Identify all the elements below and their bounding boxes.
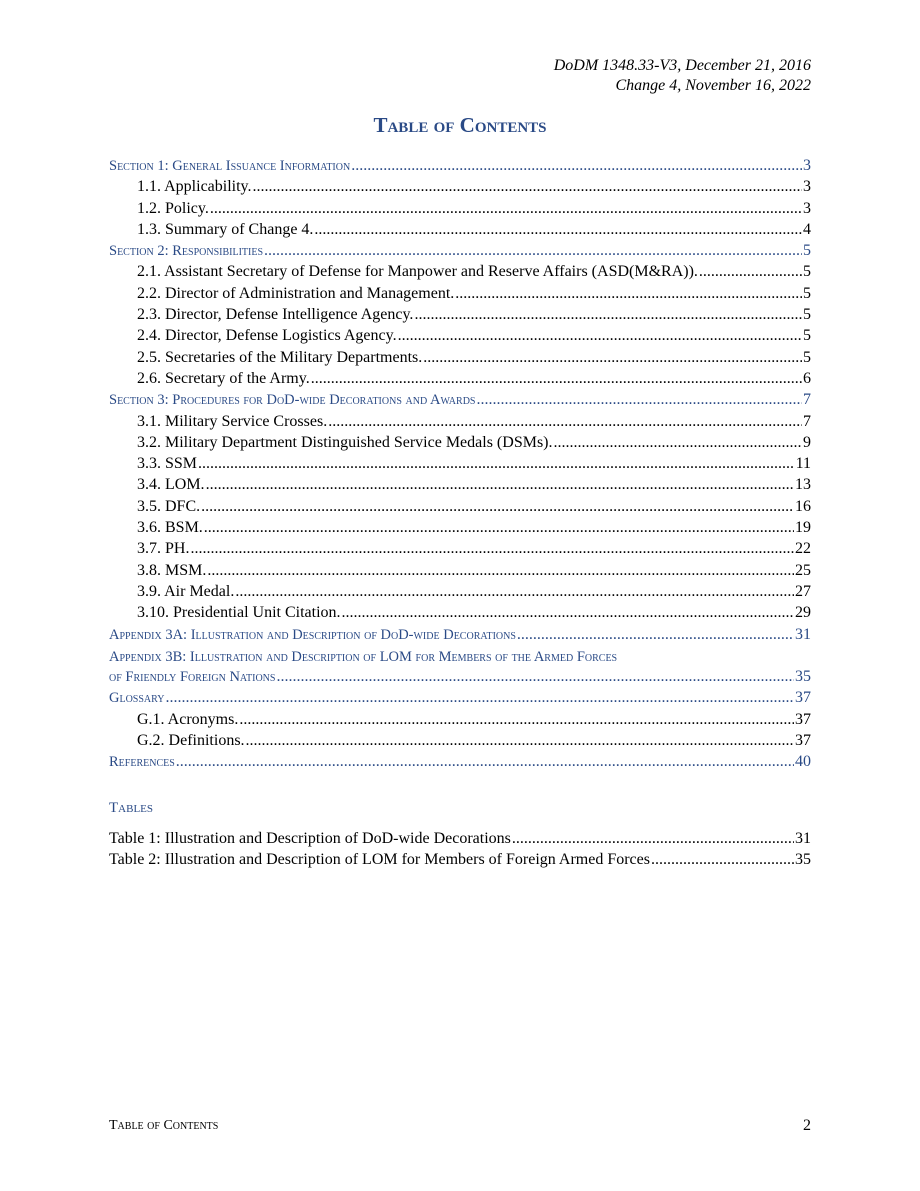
dot-leader <box>328 413 802 431</box>
entry-page-number: 16 <box>795 497 811 515</box>
dot-leader <box>198 455 795 473</box>
toc-entry-link[interactable] <box>109 604 811 625</box>
table-of-contents <box>109 157 811 775</box>
entry-title: Appendix 3A: Illustration and Description of DoD-wide Decorations <box>109 626 516 643</box>
entry-page-number: 5 <box>803 327 811 345</box>
entry-page-number: 5 <box>803 242 811 260</box>
entry-page-number: 31 <box>795 625 811 643</box>
entry-page-number: 27 <box>795 582 811 600</box>
entry-title: 2.6. Secretary of the Army. <box>137 369 310 387</box>
entry-title: 3.5. DFC. <box>137 497 201 515</box>
entry-page-number: 19 <box>795 519 811 537</box>
toc-entry-link[interactable] <box>109 540 811 561</box>
dot-leader <box>204 519 794 537</box>
entry-page-number: 37 <box>795 689 811 707</box>
tables-heading: Tables <box>109 800 153 816</box>
entry-page-number: 35 <box>795 668 811 686</box>
toc-entry-link[interactable] <box>109 583 811 604</box>
entry-page-number: 35 <box>795 851 811 869</box>
dot-leader <box>246 732 794 750</box>
toc-entry-link[interactable] <box>109 519 811 540</box>
entry-page-number: 7 <box>803 412 811 430</box>
toc-section-link[interactable] <box>109 668 811 689</box>
entry-page-number: 5 <box>803 263 811 281</box>
entry-title: 3.7. PH. <box>137 540 190 558</box>
entry-page-number: 11 <box>795 455 811 473</box>
entry-page-number: 13 <box>795 476 811 494</box>
dot-leader <box>414 306 802 324</box>
entry-title: 3.2. Military Department Distinguished Service Medals (DSMs). <box>137 433 553 451</box>
dot-leader <box>314 221 802 239</box>
entry-page-number: 37 <box>795 710 811 728</box>
toc-entry-link[interactable] <box>109 263 811 284</box>
dot-leader <box>207 562 794 580</box>
header-change-line: Change 4, November 16, 2022 <box>615 77 811 94</box>
toc-entry-link[interactable] <box>109 306 811 327</box>
entry-page-number: 7 <box>803 391 811 409</box>
dot-leader <box>651 851 794 869</box>
entry-page-number: 5 <box>803 348 811 366</box>
toc-entry-link[interactable] <box>109 285 811 306</box>
dot-leader <box>342 604 794 622</box>
entry-title: 2.5. Secretaries of the Military Departments. <box>137 348 423 366</box>
entry-title: Glossary <box>109 690 165 707</box>
dot-leader <box>190 540 794 558</box>
toc-entry-link[interactable] <box>109 434 811 455</box>
toc-entry-link[interactable]: Appendix 3B: Illustration and Description of LOM for Members of the Armed Forces <box>109 648 618 665</box>
entry-page-number: 5 <box>803 306 811 324</box>
dot-leader <box>201 498 794 516</box>
toc-section-link[interactable] <box>109 689 811 710</box>
toc-entry-link[interactable] <box>109 413 811 434</box>
toc-section-link[interactable] <box>109 626 811 647</box>
dot-leader <box>398 327 802 345</box>
toc-entry-link[interactable] <box>109 732 811 753</box>
toc-entry-link[interactable] <box>109 327 811 348</box>
entry-title: Table 1: Illustration and Description of DoD-wide Decorations <box>109 830 511 847</box>
entry-page-number: 25 <box>795 561 811 579</box>
entry-title: 3.9. Air Medal. <box>137 582 235 600</box>
toc-entry-link[interactable] <box>109 200 811 221</box>
dot-leader <box>264 242 802 260</box>
dot-leader <box>253 178 802 196</box>
entry-title: 3.8. MSM. <box>137 561 207 579</box>
dot-leader <box>206 476 794 494</box>
entry-title: 3.6. BSM. <box>137 519 203 537</box>
footer-page-number: 2 <box>803 1117 811 1134</box>
entry-title: 1.3. Summary of Change 4. <box>137 220 314 238</box>
toc-section-link[interactable] <box>109 391 811 412</box>
entry-page-number: 3 <box>803 199 811 217</box>
entry-title: G.2. Definitions. <box>137 732 245 750</box>
entry-page-number: 4 <box>803 220 811 238</box>
toc-entry-link[interactable] <box>109 562 811 583</box>
entry-title: Table 2: Illustration and Description of LOM for Members of Foreign Armed Forces <box>109 851 650 869</box>
dot-leader <box>176 753 794 771</box>
entry-title: 2.3. Director, Defense Intelligence Agency. <box>137 306 414 324</box>
dot-leader <box>699 263 802 281</box>
toc-entry-link[interactable] <box>109 178 811 199</box>
toc-entry-link[interactable] <box>109 711 811 732</box>
dot-leader <box>276 668 794 686</box>
footer-section-title: Table of Contents <box>109 1118 219 1133</box>
toc-section-link[interactable] <box>109 242 811 263</box>
entry-page-number: 22 <box>795 540 811 558</box>
list-of-tables <box>109 830 811 873</box>
dot-leader <box>512 830 794 848</box>
entry-title: Section 2: Responsibilities <box>109 243 264 260</box>
entry-title: 1.1. Applicability. <box>137 178 252 196</box>
toc-section-link[interactable] <box>109 753 811 774</box>
dot-leader <box>455 285 802 303</box>
entry-page-number: 5 <box>803 284 811 302</box>
entry-title: G.1. Acronyms. <box>137 710 239 728</box>
entry-page-number: 40 <box>795 753 811 771</box>
toc-entry-link[interactable] <box>109 476 811 497</box>
entry-title: 2.4. Director, Defense Logistics Agency. <box>137 327 397 345</box>
dot-leader <box>554 434 803 452</box>
entry-title: 1.2. Policy. <box>137 199 209 217</box>
table-entry-link[interactable] <box>109 851 811 872</box>
entry-title: 2.1. Assistant Secretary of Defense for Manpower and Reserve Affairs (ASD(M&RA)). <box>137 263 698 281</box>
header-issuance-line: DoDM 1348.33-V3, December 21, 2016 <box>553 57 811 74</box>
toc-entry-link[interactable] <box>109 455 811 476</box>
entry-title: Section 3: Procedures for DoD-wide Decorations and Awards <box>109 392 476 409</box>
entry-page-number: 29 <box>795 604 811 622</box>
dot-leader <box>476 391 802 409</box>
dot-leader <box>517 626 794 644</box>
dot-leader <box>210 200 802 218</box>
entry-title: References <box>109 754 175 771</box>
toc-entry-link[interactable] <box>109 221 811 242</box>
entry-title: 3.3. SSM <box>137 455 198 473</box>
entry-title: of Friendly Foreign Nations <box>109 669 276 686</box>
toc-entry-link[interactable] <box>109 349 811 370</box>
entry-title: 2.2. Director of Administration and Management. <box>137 284 455 302</box>
entry-title: 3.10. Presidential Unit Citation. <box>137 604 341 622</box>
page-title: Table of Contents <box>373 113 547 137</box>
dot-leader <box>311 370 802 388</box>
document-header <box>554 56 811 96</box>
entry-title: Section 1: General Issuance Information <box>109 158 351 174</box>
table-entry-link[interactable] <box>109 830 811 851</box>
entry-title: 3.4. LOM. <box>137 476 205 494</box>
toc-entry-link[interactable] <box>109 370 811 391</box>
entry-title: 3.1. Military Service Crosses. <box>137 412 328 430</box>
entry-page-number: 9 <box>803 433 811 451</box>
dot-leader <box>239 711 794 729</box>
entry-page-number: 3 <box>803 178 811 196</box>
dot-leader <box>351 157 802 175</box>
entry-page-number: 6 <box>803 369 811 387</box>
entry-page-number: 3 <box>803 157 811 174</box>
toc-entry-link[interactable] <box>109 498 811 519</box>
dot-leader <box>423 349 802 367</box>
dot-leader <box>235 583 794 601</box>
entry-page-number: 31 <box>795 830 811 847</box>
dot-leader <box>166 689 795 707</box>
entry-page-number: 37 <box>795 732 811 750</box>
toc-section-link[interactable] <box>109 157 811 178</box>
